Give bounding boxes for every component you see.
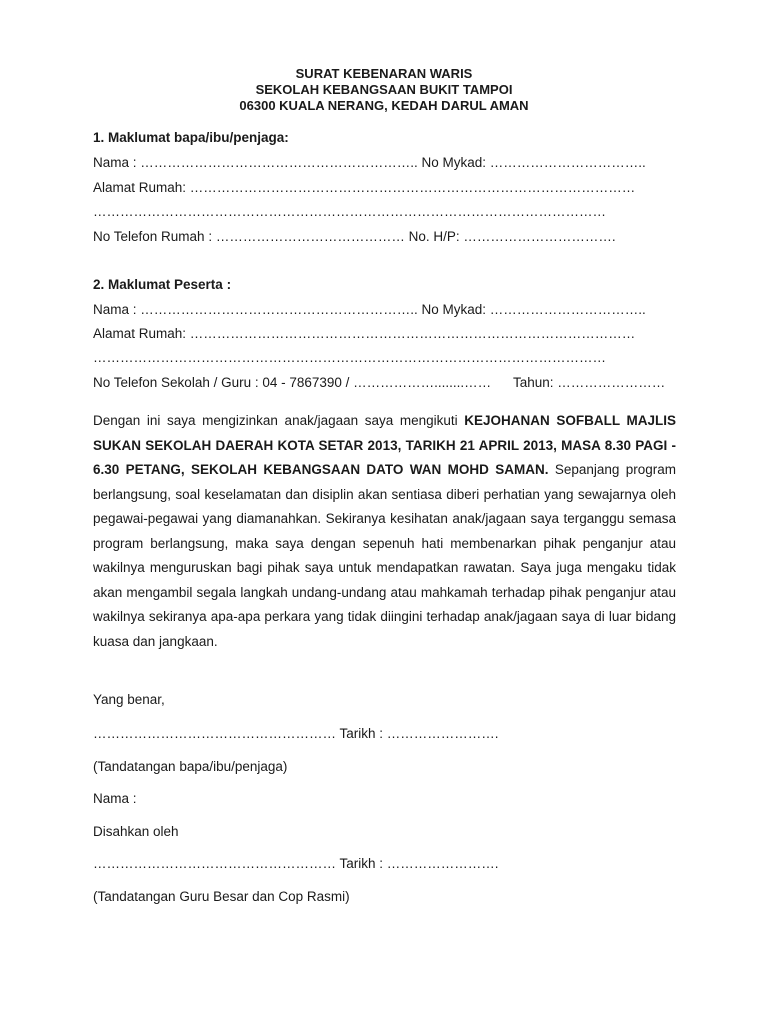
consent-paragraph	[93, 409, 676, 654]
consent-body: Sepanjang program berlangsung, soal keselamatan dan disiplin akan sentiasa diberi perhatian yang sewajarnya oleh pegawai-pegawai yang diamanahkan. Sekiranya kesihatan anak/jagaan saya terganggu semasa program berlangsung, maka saya dengan sepenuh hati membenarkan pihak penganjur atau wakilnya menguruskan bagi pihak saya untuk mendapatkan rawatan. Saya juga mengaku tidak akan mengambil segala langkah undang-undang atau mahkamah terhadap pihak penganjur atau wakilnya sekiranya apa-apa perkara yang tidak diingini terhadap anak/jagaan saya di luar bidang kuasa dan jangkaan.	[93, 462, 676, 649]
school-address: 06300 KUALA NERANG, KEDAH DARUL AMAN	[239, 98, 529, 113]
parent-name-field: Nama : …………………………………………………….. No Mykad: ……………………………..	[93, 155, 646, 170]
parent-phone-field: No Telefon Rumah : …………………………………… No. H/P: …………………………….	[93, 229, 616, 244]
school-name: SEKOLAH KEBANGSAAN BUKIT TAMPOI	[255, 82, 513, 97]
document-title: SURAT KEBENARAN WARIS	[295, 66, 473, 81]
parent-address-field: Alamat Rumah: ………………………………………………………………………………………	[93, 180, 636, 195]
headmaster-signature-line: ……………………………………………… Tarikh : …………………….	[93, 856, 499, 871]
event-details: KEJOHANAN SOFBALL MAJLIS SUKAN SEKOLAH DAERAH KOTA SETAR 2013, TARIKH 21 APRIL 2013, MASA 8.30 PAGI - 6.30 PETANG, SEKOLAH KEBANGSAAN DATO WAN MOHD SAMAN.	[93, 413, 677, 477]
school-phone-row	[93, 375, 676, 391]
closing-text: Yang benar,	[93, 692, 165, 707]
school-phone-field: No Telefon Sekolah / Guru : 04 - 7867390 / ………………........……	[93, 375, 492, 390]
headmaster-signature-label: (Tandatangan Guru Besar dan Cop Rasmi)	[93, 889, 350, 904]
parent-signature-line: ……………………………………………… Tarikh : …………………….	[93, 726, 499, 741]
section1-heading: 1. Maklumat bapa/ibu/penjaga:	[93, 130, 289, 145]
participant-address-continued: ……………………………………………………………………………………………………	[93, 350, 606, 365]
signer-name-field: Nama :	[93, 791, 137, 806]
participant-name-field: Nama : …………………………………………………….. No Mykad: ……………………………..	[93, 302, 646, 317]
section2-heading: 2. Maklumat Peserta :	[93, 277, 232, 292]
parent-address-continued: ……………………………………………………………………………………………………	[93, 204, 606, 219]
year-field: Tahun: ……………………	[513, 375, 666, 390]
participant-address-field: Alamat Rumah: ………………………………………………………………………………………	[93, 326, 636, 341]
parent-signature-label: (Tandatangan bapa/ibu/penjaga)	[93, 759, 288, 774]
verified-by-label: Disahkan oleh	[93, 824, 179, 839]
consent-intro: Dengan ini saya mengizinkan anak/jagaan saya mengikuti	[93, 413, 465, 428]
